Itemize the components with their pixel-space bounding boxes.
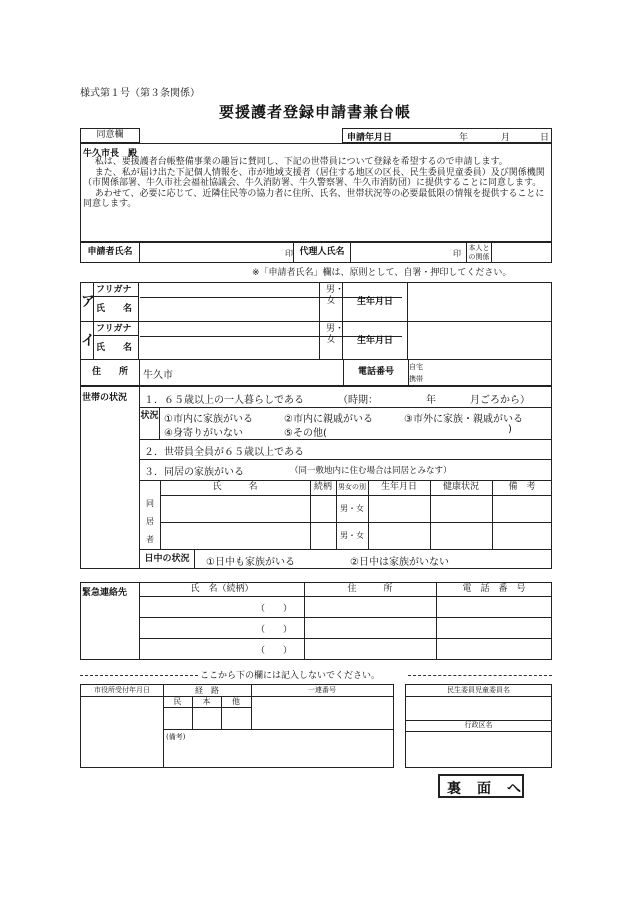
serial-label: 一連番号	[251, 685, 393, 697]
table-row[interactable]	[160, 522, 552, 549]
date-day: 日	[540, 133, 550, 143]
commissioner-box	[405, 684, 552, 768]
birth-label: 生年月日	[343, 283, 408, 321]
emergency-block	[80, 582, 552, 660]
address-label: 住 所	[81, 360, 140, 385]
relation-paren: （ ）	[256, 625, 293, 635]
route-label: 経 路	[163, 685, 252, 697]
seal-mark: 印	[285, 249, 293, 258]
household-item-3-note: （同一敷地内に住む場合は同居とみなす）	[290, 466, 452, 476]
table-row[interactable]	[140, 596, 552, 618]
address-row	[80, 359, 552, 386]
daytime-option-1[interactable]: ①日中も家族がいる	[206, 557, 295, 568]
emergency-label: 緊急連絡先	[82, 588, 128, 598]
consent-paragraph: 私は、要援護者台帳整備事業の趣旨に賛同し、下記の世帯員について登録を希望するので申請します。	[94, 157, 508, 167]
status-option-5[interactable]: ⑤その他(	[284, 428, 327, 439]
divider-right	[408, 675, 552, 676]
person-marker: ア	[81, 283, 94, 321]
household-item-3[interactable]: ３．同居の家族がいる	[144, 467, 244, 478]
phone-label: 電話番号	[343, 360, 409, 385]
status-option-4[interactable]: ④身寄りがいない	[164, 428, 243, 439]
table-row[interactable]	[140, 617, 552, 639]
divider-left	[80, 675, 198, 676]
furigana-label: フリガナ	[93, 283, 139, 297]
persons-block	[80, 282, 552, 360]
emergency-header: 電 話 番 号	[462, 584, 526, 594]
commissioner-field[interactable]	[406, 696, 551, 721]
office-use-box	[80, 684, 394, 768]
route-option: 本	[192, 696, 222, 708]
remarks-label: (備考)	[166, 733, 186, 741]
period-year: 年	[426, 395, 436, 406]
relation-label: 本人との関係	[466, 243, 492, 262]
daytime-option-2[interactable]: ②日中は家族がいない	[350, 557, 449, 568]
address-value[interactable]: 牛久市	[143, 370, 173, 381]
cohab-header: 男女の別	[336, 480, 369, 495]
back-page-label: 裏 面 へ	[447, 781, 522, 797]
household-item-1[interactable]: １．６５歳以上の一人暮らしである	[144, 395, 304, 406]
status-option-3[interactable]: ③市外に家族・親戚がいる	[404, 414, 523, 425]
applicant-name-label: 申請者氏名	[81, 243, 140, 262]
applicant-row	[80, 242, 552, 263]
relation-paren: （ ）	[256, 646, 293, 656]
birth-label: 生年月日	[343, 322, 408, 360]
date-year: 年	[459, 133, 469, 143]
home-label: 自宅	[409, 363, 423, 371]
route-option: 民	[163, 696, 193, 708]
cohab-header: 氏 名	[160, 480, 311, 495]
furigana-label: フリガナ	[93, 322, 139, 336]
status-label: 状況	[140, 407, 160, 439]
consent-paragraph: あわせて、必要に応じて、近隣住民等の協力者に住所、氏名、世帯状況等の必要最低限の情報を提供することに同意します。	[83, 188, 545, 209]
name-label: 氏 名	[93, 297, 139, 321]
cohab-header: 生年月日	[368, 480, 431, 495]
commissioner-label: 民生委員児童委員名	[406, 685, 551, 697]
district-field[interactable]	[406, 731, 551, 767]
household-block	[80, 386, 552, 569]
relation-field[interactable]	[493, 243, 551, 262]
cohabitant-table	[140, 480, 552, 549]
cohab-sex[interactable]: 男・女	[336, 495, 369, 522]
person-b	[81, 322, 551, 360]
period-month: 月ごろから）	[470, 395, 530, 406]
back-page-button[interactable]	[438, 774, 524, 798]
cohab-header: 続柄	[310, 480, 337, 495]
birth-field[interactable]	[408, 322, 551, 360]
sex-select[interactable]	[319, 283, 343, 321]
status-option-2[interactable]: ②市内に親戚がいる	[284, 414, 373, 425]
daytime-label: 日中の状況	[140, 550, 195, 569]
period-label: （時期：	[338, 395, 378, 406]
emergency-header: 氏 名（続柄）	[140, 583, 305, 596]
cohab-label-char: 者	[146, 535, 154, 544]
page-title: 要援護者登録申請書兼台帳	[218, 103, 411, 121]
phone-field[interactable]	[426, 360, 551, 385]
cohab-label-char: 同	[146, 499, 154, 508]
route-option: 他	[221, 696, 252, 708]
relation-paren: （ ）	[256, 604, 293, 614]
sex-select[interactable]	[319, 322, 343, 360]
cohab-header: 備 考	[508, 482, 536, 492]
status-option-1[interactable]: ①市内に家族がいる	[164, 414, 253, 425]
consent-paragraph: また、私が届け出た下記個人情報を、市が地域支援者（居住する地区の区長、民生委員児童委員）及び関係機関（市関係部署、牛久市社会福祉協議会、牛久消防署、牛久警察署、牛久市消防団）に提供することに同意します。	[83, 167, 545, 188]
form-number: 様式第１号（第３条関係）	[80, 88, 200, 99]
agent-name-field[interactable]	[351, 243, 481, 262]
sex-options: 男・女	[326, 324, 345, 345]
applicant-note: ※「申請者氏名」欄は、原則として、自署・押印してください。	[252, 268, 512, 278]
mobile-label: 携帯	[409, 375, 423, 383]
application-date-label: 申請年月日	[347, 133, 393, 143]
seal-mark: 印	[453, 249, 461, 258]
district-label: 行政区名	[406, 720, 551, 732]
name-label: 氏 名	[93, 336, 139, 360]
cohab-sex[interactable]: 男・女	[336, 522, 369, 549]
person-a	[81, 283, 551, 322]
cohab-label-char: 居	[146, 517, 154, 526]
birth-field[interactable]	[408, 283, 551, 321]
consent-label: 同意欄	[80, 128, 140, 143]
cohab-header: 健康状況	[430, 480, 493, 495]
addressee: 牛久市長 殿	[83, 149, 138, 159]
household-label: 世帯の状況	[82, 393, 128, 403]
table-row[interactable]	[140, 638, 552, 659]
application-date-box[interactable]	[342, 128, 552, 143]
serial-field[interactable]	[251, 696, 393, 729]
received-field[interactable]	[81, 696, 164, 767]
office-divider-text: ここから下の欄には記入しないでください。	[200, 671, 381, 681]
agent-name-label: 代理人氏名	[293, 243, 351, 262]
remarks-field[interactable]	[163, 729, 393, 768]
received-label: 市役所受付年月日	[81, 685, 164, 697]
date-month: 月	[501, 133, 511, 143]
emergency-header: 住 所	[304, 583, 437, 596]
status-option-5-close: )	[508, 424, 512, 435]
person-marker: イ	[81, 322, 94, 360]
consent-text-box	[80, 143, 552, 242]
household-item-2[interactable]: ２．世帯員全員が６５歳以上である	[144, 447, 304, 458]
table-row[interactable]	[160, 495, 552, 523]
sex-options: 男・女	[326, 285, 345, 306]
